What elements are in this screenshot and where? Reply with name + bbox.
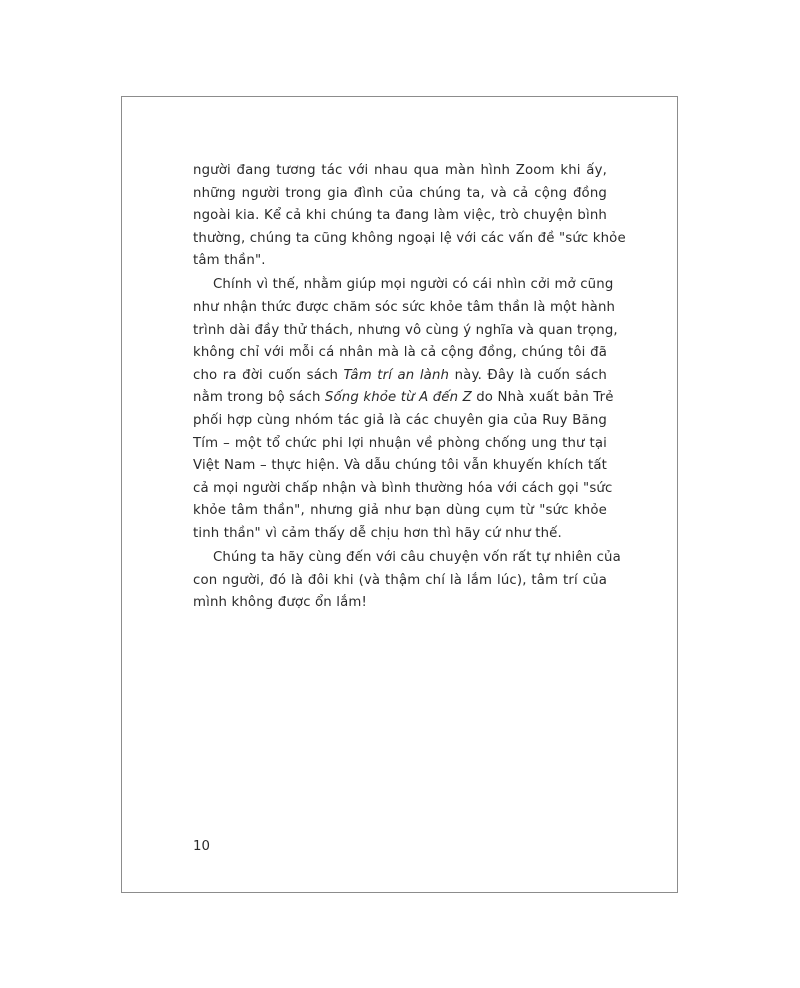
text-segment: khỏe tâm thần", nhưng giả như bạn dùng cụm từ "sức khỏe <box>193 503 607 519</box>
text-segment: Chính vì thế, nhằm giúp mọi người có cái nhìn cởi mở cũng <box>213 277 614 293</box>
paragraph <box>193 274 618 545</box>
book-title: Tâm trí an lành <box>343 367 450 383</box>
text-segment: ngoài kia. Kể cả khi chúng ta đang làm việc, trò chuyện bình <box>193 208 607 224</box>
text-line <box>193 478 613 501</box>
text-segment: trình dài đầy thử thách, nhưng vô cùng ý nghĩa và quan trọng, <box>193 322 618 338</box>
text-segment: do Nhà xuất bản Trẻ <box>471 390 614 406</box>
text-line <box>193 205 607 228</box>
text-line <box>193 320 618 343</box>
text-segment: cho ra đời cuốn sách <box>193 367 344 383</box>
text-segment: phối hợp cùng nhóm tác giả là các chuyên gia của Ruy Băng <box>193 413 607 429</box>
page-number: 10 <box>193 839 210 854</box>
text-line <box>193 547 621 570</box>
text-line <box>193 274 614 297</box>
text-line <box>193 523 607 546</box>
text-segment: Việt Nam – thực hiện. Và dẫu chúng tôi vẫn khuyến khích tất <box>193 458 607 474</box>
book-title: Sống khỏe từ A đến Z <box>324 390 472 406</box>
text-segment: con người, đó là đôi khi (và thậm chí là lắm lúc), tâm trí của <box>193 572 607 588</box>
text-line <box>193 365 607 388</box>
text-line <box>193 500 607 523</box>
paragraph <box>193 547 621 615</box>
text-segment: cả mọi người chấp nhận và bình thường hóa với cách gọi "sức <box>193 480 613 496</box>
text-segment: mình không được ổn lắm! <box>193 595 367 611</box>
text-line <box>193 297 616 320</box>
text-segment: không chỉ với mỗi cá nhân mà là cả cộng đồng, chúng tôi đã <box>193 345 607 361</box>
text-segment: này. Đây là cuốn sách <box>449 367 607 383</box>
text-line <box>193 228 626 251</box>
text-segment: tinh thần" vì cảm thấy dễ chịu hơn thì hãy cứ như thế. <box>193 526 562 541</box>
text-line <box>193 455 607 478</box>
text-segment: Chúng ta hãy cùng đến với câu chuyện vốn rất tự nhiên của <box>213 550 621 566</box>
text-line <box>193 387 614 410</box>
text-line <box>193 592 607 615</box>
text-line <box>193 570 607 593</box>
body-text <box>193 160 626 615</box>
text-line <box>193 433 607 456</box>
text-line <box>193 342 607 365</box>
paragraph <box>193 160 626 273</box>
text-line <box>193 183 607 206</box>
text-segment: Tím – một tổ chức phi lợi nhuận về phòng chống ung thư tại <box>193 435 607 451</box>
text-line <box>193 160 607 183</box>
text-segment: những người trong gia đình của chúng ta, và cả cộng đồng <box>193 185 607 201</box>
text-line <box>193 250 607 273</box>
text-segment: tâm thần". <box>193 253 266 269</box>
text-line <box>193 410 607 433</box>
text-segment: người đang tương tác với nhau qua màn hình Zoom khi ấy, <box>193 163 607 178</box>
text-segment: nằm trong bộ sách <box>193 390 325 406</box>
text-segment: thường, chúng ta cũng không ngoại lệ với các vấn đề "sức khỏe <box>193 230 626 246</box>
text-segment: như nhận thức được chăm sóc sức khỏe tâm thần là một hành <box>193 300 616 316</box>
